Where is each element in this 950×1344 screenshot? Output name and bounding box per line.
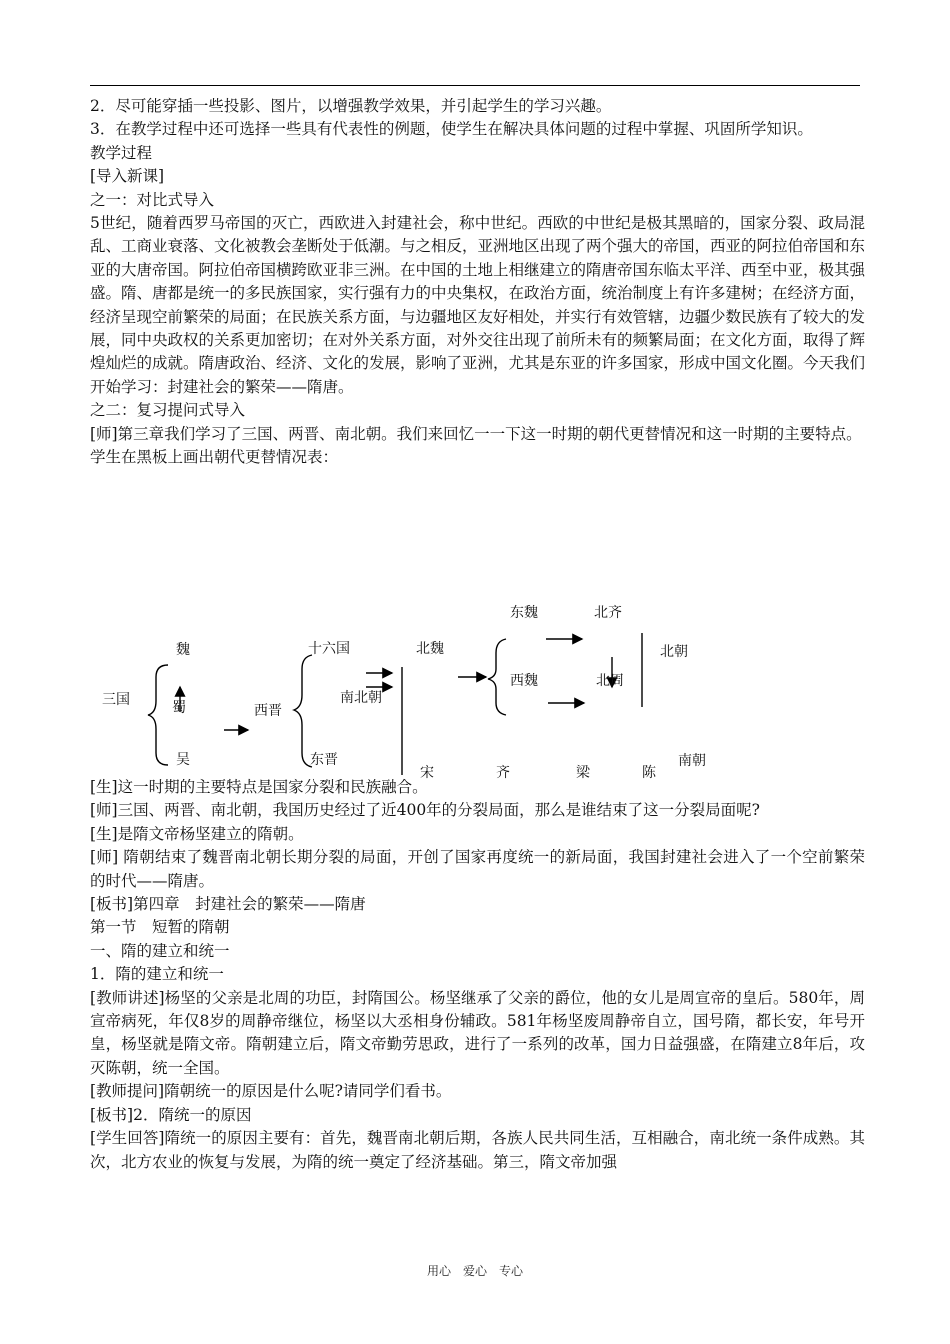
label-song: 宋 xyxy=(420,765,434,781)
label-beiwei: 北魏 xyxy=(416,641,444,657)
label-beiqi: 北齐 xyxy=(594,605,622,621)
label-nanchao: 南朝 xyxy=(678,753,706,769)
paragraph: [板书]第四章 封建社会的繁荣——隋唐 xyxy=(90,895,366,914)
paragraph: [生]是隋文帝杨坚建立的隋朝。 xyxy=(90,824,304,843)
body-text-top xyxy=(90,95,865,470)
paragraph: [学生回答]隋统一的原因主要有：首先，魏晋南北朝后期，各族人民共同生活，互相融合，南北统一条件成熟。其次，北方农业的恢复与发展，为隋的统一奠定了经济基础。第三，隋文帝加强 xyxy=(90,1129,865,1171)
paragraph: [师] 隋朝结束了魏晋南北朝长期分裂的局面，开创了国家再度统一的新局面，我国封建社会进入了一个空前繁荣的时代——隋唐。 xyxy=(90,848,865,890)
paragraph: [师]第三章我们学习了三国、两晋、南北朝。我们来回忆一一下这一时期的朝代更替情况和这一时期的主要特点。 xyxy=(90,424,862,443)
section-heading: 教学过程 xyxy=(90,143,153,162)
body-text-bottom xyxy=(90,776,865,1174)
brace-beiwei xyxy=(488,639,506,715)
paragraph: [师]三国、两晋、南北朝，我国历史经过了近400年的分裂局面，那么是谁结束了这一分裂局面呢? xyxy=(90,801,760,820)
label-dongwei: 东魏 xyxy=(510,605,538,621)
paragraph: 5世纪，随着西罗马帝国的灭亡，西欧进入封建社会，称中世纪。西欧的中世纪是极其黑暗的，国家分裂、政局混乱、工商业衰落、文化被教会垄断处于低潮。与之相反，亚洲地区出现了两个强大的帝国，西亚的阿拉伯帝国和东亚的大唐帝国。阿拉伯帝国横跨欧亚非三洲。在中国的土地上相继建立的隋唐帝国东临太平洋、西至中亚，极其强盛。隋、唐都是统一的多民族国家，实行强有力的中央集权，在政治方面，统治制度上有许多建树；在经济方面，经济呈现空前繁荣的局面；在民族关系方面，与边疆地区友好相处，并实行有效管辖，边疆少数民族有了较大的发展，同中央政权的关系更加密切；在对外关系方面，对外交往出现了前所未有的频繁局面；在文化方面，取得了辉煌灿烂的成就。隋唐政治、经济、文化的发展，影响了亚洲，尤其是东亚的许多国家，形成中国文化圈。今天我们开始学习：封建社会的繁荣——隋唐。 xyxy=(90,214,866,396)
page-footer: 用心 爱心 专心 xyxy=(426,1264,523,1278)
diagram-lines xyxy=(90,595,870,775)
paragraph: [导入新课] xyxy=(90,167,165,186)
label-wei: 魏 xyxy=(176,642,190,658)
paragraph: 2．尽可能穿插一些投影、图片，以增强教学效果，并引起学生的学习兴趣。 xyxy=(90,97,612,115)
label-wu: 吴 xyxy=(176,752,190,768)
label-dongjin: 东晋 xyxy=(310,752,338,768)
paragraph: 之一：对比式导入 xyxy=(90,190,215,209)
brace-xijin xyxy=(294,655,312,767)
label-shiliuguo: 十六国 xyxy=(308,641,350,657)
paragraph: 一、隋的建立和统一 xyxy=(90,941,230,960)
paragraph: [生]这一时期的主要特点是国家分裂和民族融合。 xyxy=(90,778,428,796)
paragraph: [教师提问]隋朝统一的原因是什么呢?请同学们看书。 xyxy=(90,1082,452,1101)
label-xijin: 西晋 xyxy=(254,703,282,719)
label-nanbeichao: 南北朝 xyxy=(340,690,382,706)
label-shu: 蜀 xyxy=(172,700,186,716)
paragraph: 之二：复习提问式导入 xyxy=(90,401,246,420)
label-liang: 梁 xyxy=(576,765,590,781)
paragraph: [教师讲述]杨坚的父亲是北周的功臣，封隋国公。杨坚继承了父亲的爵位，他的女儿是周宣帝的皇后。580年，周宣帝病死，年仅8岁的周静帝继位，杨坚以大丞相身份辅政。581年杨坚废周静帝自立，国号隋，都长安，年号开皇，杨坚就是隋文帝。隋朝建立后，隋文帝勤劳思政，进行了一系列的改革，国力日益强盛，在隋建立8年后，攻灭陈朝，统一全国。 xyxy=(90,988,865,1077)
label-beizhou: 北周 xyxy=(596,673,624,689)
paragraph: 3．在教学过程中还可选择一些具有代表性的例题，使学生在解决具体问题的过程中掌握、巩固所学知识。 xyxy=(90,120,813,139)
label-qi: 齐 xyxy=(496,765,510,781)
label-chen: 陈 xyxy=(642,765,656,781)
brace-sanguo xyxy=(148,665,168,765)
label-beichao: 北朝 xyxy=(660,644,688,660)
label-sanguo: 三国 xyxy=(102,692,130,708)
dynasty-succession-diagram xyxy=(90,595,870,781)
paragraph: 第一节 短暂的隋朝 xyxy=(90,918,230,937)
paragraph: [板书]2．隋统一的原因 xyxy=(90,1105,252,1124)
label-xiwei: 西魏 xyxy=(510,673,538,689)
paragraph: 1．隋的建立和统一 xyxy=(90,965,224,984)
header-rule xyxy=(90,85,860,86)
paragraph: 学生在黑板上画出朝代更替情况表： xyxy=(90,448,339,467)
